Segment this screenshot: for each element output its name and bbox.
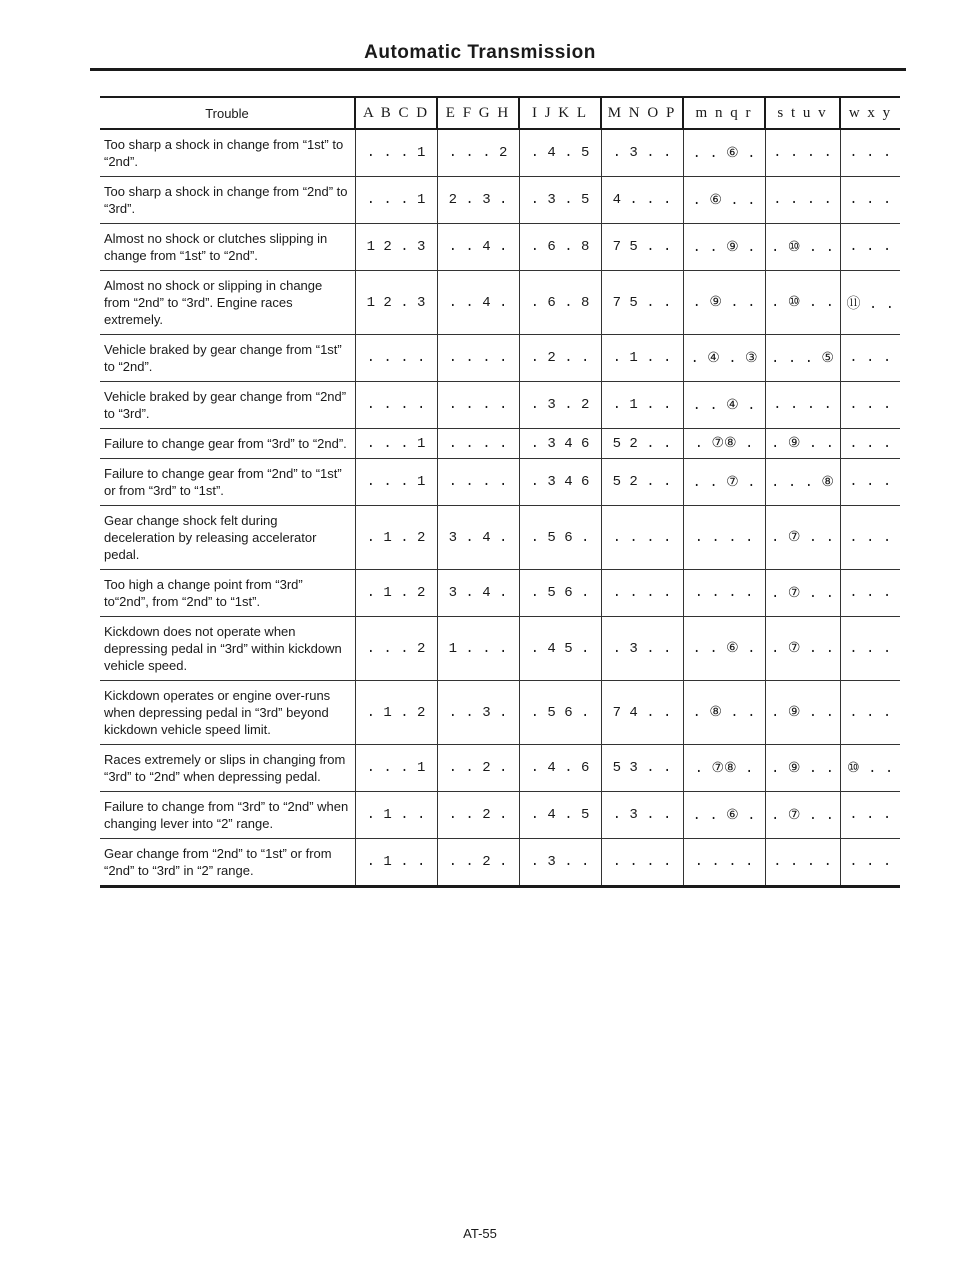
table-row bbox=[100, 129, 900, 177]
check-item-codes: . 3 4 6 bbox=[519, 459, 601, 506]
trouble-description: Races extremely or slips in changing from “3rd” to “2nd” when depressing pedal. bbox=[100, 745, 355, 792]
check-item-codes: . . 4 . bbox=[437, 224, 519, 271]
check-item-codes: . . . . bbox=[437, 382, 519, 429]
check-item-codes: 3 . 4 . bbox=[437, 506, 519, 570]
column-header-codes: m n q r bbox=[683, 97, 765, 129]
check-item-codes: . 1 . . bbox=[355, 839, 437, 887]
check-item-codes: . 4 5 . bbox=[519, 617, 601, 681]
trouble-description: Failure to change gear from “3rd” to “2nd”. bbox=[100, 429, 355, 459]
check-item-codes: . . . bbox=[840, 681, 900, 745]
check-item-codes: . . . . bbox=[355, 382, 437, 429]
check-item-codes: . ⑨ . . bbox=[765, 745, 840, 792]
check-item-codes: . . . ⑧ bbox=[765, 459, 840, 506]
trouble-description: Almost no shock or clutches slipping in change from “1st” to “2nd”. bbox=[100, 224, 355, 271]
check-item-codes: . . 3 . bbox=[437, 681, 519, 745]
check-item-codes: . 2 . . bbox=[519, 335, 601, 382]
check-item-codes: . . . . bbox=[601, 839, 683, 887]
check-item-codes: . ⑨ . . bbox=[765, 429, 840, 459]
trouble-description: Kickdown operates or engine over-runs when depressing pedal in “3rd” beyond kickdown vehicle speed limit. bbox=[100, 681, 355, 745]
check-item-codes: 1 2 . 3 bbox=[355, 271, 437, 335]
check-item-codes: 1 . . . bbox=[437, 617, 519, 681]
check-item-codes: . 4 . 5 bbox=[519, 792, 601, 839]
check-item-codes: . . . . bbox=[765, 382, 840, 429]
check-item-codes: . 6 . 8 bbox=[519, 271, 601, 335]
check-item-codes: 4 . . . bbox=[601, 177, 683, 224]
check-item-codes: . . . . bbox=[765, 839, 840, 887]
check-item-codes: . 3 . . bbox=[601, 617, 683, 681]
trouble-description: Too sharp a shock in change from “2nd” to “3rd”. bbox=[100, 177, 355, 224]
check-item-codes: . . . . bbox=[437, 429, 519, 459]
check-item-codes: ⑪ . . bbox=[840, 271, 900, 335]
trouble-description: Vehicle braked by gear change from “1st” to “2nd”. bbox=[100, 335, 355, 382]
check-item-codes: . 1 . 2 bbox=[355, 570, 437, 617]
check-item-codes: . . . bbox=[840, 792, 900, 839]
check-item-codes: . . . 2 bbox=[437, 129, 519, 177]
check-item-codes: ⑩ . . bbox=[840, 745, 900, 792]
check-item-codes: . . . bbox=[840, 224, 900, 271]
check-item-codes: . . ④ . bbox=[683, 382, 765, 429]
check-item-codes: . 5 6 . bbox=[519, 681, 601, 745]
check-item-codes: . 4 . 6 bbox=[519, 745, 601, 792]
table-row bbox=[100, 271, 900, 335]
trouble-description: Failure to change gear from “2nd” to “1st” or from “3rd” to “1st”. bbox=[100, 459, 355, 506]
check-item-codes: . . . . bbox=[601, 506, 683, 570]
trouble-description: Vehicle braked by gear change from “2nd” to “3rd”. bbox=[100, 382, 355, 429]
table-header bbox=[100, 97, 900, 129]
page-number: AT-55 bbox=[463, 1226, 497, 1241]
check-item-codes: . . 2 . bbox=[437, 839, 519, 887]
check-item-codes: . . . 1 bbox=[355, 177, 437, 224]
check-item-codes: . ⑦ . . bbox=[765, 792, 840, 839]
check-item-codes: . . . . bbox=[437, 335, 519, 382]
check-item-codes: . . ⑥ . bbox=[683, 617, 765, 681]
check-item-codes: . 4 . 5 bbox=[519, 129, 601, 177]
check-item-codes: . ⑨ . . bbox=[765, 681, 840, 745]
trouble-description: Kickdown does not operate when depressing pedal in “3rd” within kickdown vehicle speed. bbox=[100, 617, 355, 681]
title-rule bbox=[90, 68, 906, 71]
table-row bbox=[100, 792, 900, 839]
check-item-codes: . . . . bbox=[437, 459, 519, 506]
trouble-description: Gear change shock felt during deceleration by releasing accelerator pedal. bbox=[100, 506, 355, 570]
column-header-codes: M N O P bbox=[601, 97, 683, 129]
check-item-codes: . 5 6 . bbox=[519, 570, 601, 617]
check-item-codes: . . ⑥ . bbox=[683, 792, 765, 839]
check-item-codes: . . . 1 bbox=[355, 745, 437, 792]
check-item-codes: . . . 1 bbox=[355, 429, 437, 459]
check-item-codes: . . . bbox=[840, 129, 900, 177]
check-item-codes: . . . bbox=[840, 617, 900, 681]
table-row bbox=[100, 382, 900, 429]
check-item-codes: 5 2 . . bbox=[601, 459, 683, 506]
check-item-codes: . . . . bbox=[683, 506, 765, 570]
table-row bbox=[100, 570, 900, 617]
check-item-codes: . 1 . 2 bbox=[355, 506, 437, 570]
trouble-description: Failure to change from “3rd” to “2nd” when changing lever into “2” range. bbox=[100, 792, 355, 839]
check-item-codes: 2 . 3 . bbox=[437, 177, 519, 224]
table-row bbox=[100, 459, 900, 506]
check-item-codes: . . . ⑤ bbox=[765, 335, 840, 382]
table-body bbox=[100, 129, 900, 887]
column-header-codes: A B C D bbox=[355, 97, 437, 129]
table-row bbox=[100, 681, 900, 745]
page-title: Automatic Transmission bbox=[364, 42, 596, 63]
column-header-codes: E F G H bbox=[437, 97, 519, 129]
check-item-codes: . ⑥ . . bbox=[683, 177, 765, 224]
trouble-description: Almost no shock or slipping in change from “2nd” to “3rd”. Engine races extremely. bbox=[100, 271, 355, 335]
check-item-codes: . 6 . 8 bbox=[519, 224, 601, 271]
table-row bbox=[100, 224, 900, 271]
check-item-codes: . 3 4 6 bbox=[519, 429, 601, 459]
column-header-codes: w x y bbox=[840, 97, 900, 129]
check-item-codes: . ④ . ③ bbox=[683, 335, 765, 382]
check-item-codes: . 3 . . bbox=[601, 792, 683, 839]
check-item-codes: 3 . 4 . bbox=[437, 570, 519, 617]
check-item-codes: . . . . bbox=[765, 177, 840, 224]
check-item-codes: 7 5 . . bbox=[601, 271, 683, 335]
check-item-codes: . ⑦⑧ . bbox=[683, 429, 765, 459]
check-item-codes: . 3 . . bbox=[601, 129, 683, 177]
check-item-codes: . . ⑨ . bbox=[683, 224, 765, 271]
table-row bbox=[100, 335, 900, 382]
check-item-codes: . ⑩ . . bbox=[765, 271, 840, 335]
check-item-codes: 5 3 . . bbox=[601, 745, 683, 792]
table-row bbox=[100, 745, 900, 792]
check-item-codes: 7 5 . . bbox=[601, 224, 683, 271]
check-item-codes: 7 4 . . bbox=[601, 681, 683, 745]
check-item-codes: . . . bbox=[840, 429, 900, 459]
check-item-codes: . ⑩ . . bbox=[765, 224, 840, 271]
check-item-codes: . . . bbox=[840, 839, 900, 887]
check-item-codes: . . . . bbox=[765, 129, 840, 177]
check-item-codes: . . 4 . bbox=[437, 271, 519, 335]
check-item-codes: . . 2 . bbox=[437, 745, 519, 792]
header-row bbox=[100, 97, 900, 129]
check-item-codes: . 3 . 5 bbox=[519, 177, 601, 224]
check-item-codes: . ⑧ . . bbox=[683, 681, 765, 745]
check-item-codes: . ⑦ . . bbox=[765, 570, 840, 617]
trouble-description: Too sharp a shock in change from “1st” to “2nd”. bbox=[100, 129, 355, 177]
check-item-codes: . . . bbox=[840, 459, 900, 506]
check-item-codes: . ⑦⑧ . bbox=[683, 745, 765, 792]
check-item-codes: . . . . bbox=[683, 570, 765, 617]
check-item-codes: 1 2 . 3 bbox=[355, 224, 437, 271]
table-row bbox=[100, 177, 900, 224]
check-item-codes: 5 2 . . bbox=[601, 429, 683, 459]
check-item-codes: . ⑦ . . bbox=[765, 506, 840, 570]
check-item-codes: . . . 2 bbox=[355, 617, 437, 681]
trouble-table bbox=[100, 96, 900, 888]
trouble-description: Gear change from “2nd” to “1st” or from “2nd” to “3rd” in “2” range. bbox=[100, 839, 355, 887]
check-item-codes: . . . bbox=[840, 335, 900, 382]
table-row bbox=[100, 429, 900, 459]
check-item-codes: . . . bbox=[840, 177, 900, 224]
check-item-codes: . ⑨ . . bbox=[683, 271, 765, 335]
check-item-codes: . 5 6 . bbox=[519, 506, 601, 570]
table-row bbox=[100, 506, 900, 570]
check-item-codes: . 3 . 2 bbox=[519, 382, 601, 429]
check-item-codes: . . . . bbox=[355, 335, 437, 382]
check-item-codes: . 1 . . bbox=[355, 792, 437, 839]
check-item-codes: . ⑦ . . bbox=[765, 617, 840, 681]
trouble-description: Too high a change point from “3rd” to“2nd”, from “2nd” to “1st”. bbox=[100, 570, 355, 617]
column-header-codes: s t u v bbox=[765, 97, 840, 129]
check-item-codes: . . ⑦ . bbox=[683, 459, 765, 506]
check-item-codes: . . . bbox=[840, 506, 900, 570]
check-item-codes: . . 2 . bbox=[437, 792, 519, 839]
check-item-codes: . 3 . . bbox=[519, 839, 601, 887]
check-item-codes: . 1 . . bbox=[601, 335, 683, 382]
check-item-codes: . . . . bbox=[683, 839, 765, 887]
table-row bbox=[100, 839, 900, 887]
check-item-codes: . . . bbox=[840, 570, 900, 617]
check-item-codes: . . . 1 bbox=[355, 129, 437, 177]
check-item-codes: . . . 1 bbox=[355, 459, 437, 506]
check-item-codes: . 1 . 2 bbox=[355, 681, 437, 745]
check-item-codes: . . . . bbox=[601, 570, 683, 617]
check-item-codes: . 1 . . bbox=[601, 382, 683, 429]
check-item-codes: . . . bbox=[840, 382, 900, 429]
column-header-trouble: Trouble bbox=[100, 97, 355, 129]
column-header-codes: I J K L bbox=[519, 97, 601, 129]
check-item-codes: . . ⑥ . bbox=[683, 129, 765, 177]
table-row bbox=[100, 617, 900, 681]
